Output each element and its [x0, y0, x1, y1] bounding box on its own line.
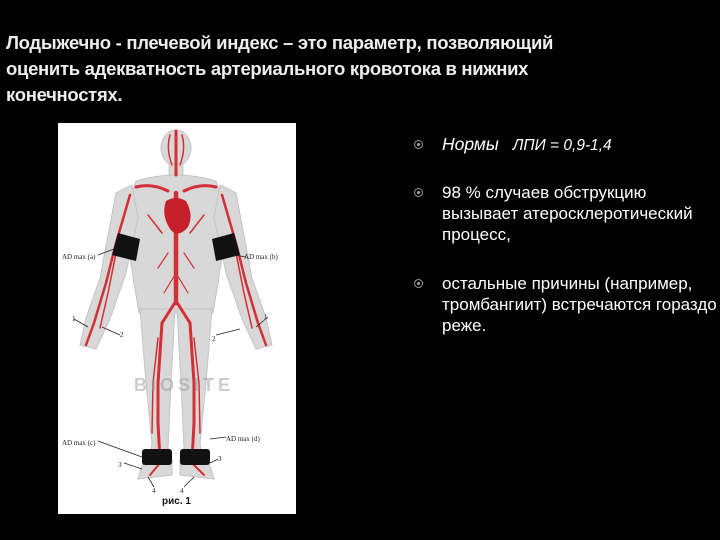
- label-ad-max-a: AD max (a): [62, 253, 96, 261]
- bullet-icon: [414, 140, 423, 149]
- label-ad-max-c: AD max (c): [62, 439, 96, 447]
- marker-2-left-arm: 2: [120, 331, 124, 339]
- marker-4-left-foot: 4: [152, 487, 156, 495]
- bullet-icon: [414, 188, 423, 197]
- norms-text: [442, 134, 717, 156]
- marker-4-right-foot: 4: [180, 487, 184, 495]
- marker-1-right-arm: 1: [264, 313, 268, 321]
- label-ad-max-b: AD max (b): [244, 253, 278, 261]
- norms-value: ЛПИ = 0,9-1,4: [512, 137, 612, 154]
- norms-label: Нормы: [442, 134, 499, 154]
- bullet-icon: [414, 279, 423, 288]
- marker-3-left-ankle: 3: [118, 461, 122, 469]
- marker-2-right-arm: 2: [212, 335, 216, 343]
- circulation-figure: [58, 123, 296, 514]
- slide-title: Лодыжечно - плечевой индекс – это параметр, позволяющий оценить адекватность артериального кровотока в нижних конечностях.: [6, 32, 554, 105]
- bullet-text: 98 % случаев обструкцию вызывает атеросклеротический процесс,: [442, 183, 693, 244]
- bullet-text: остальные причины (например, тромбангиит) встречаются гораздо реже.: [442, 274, 717, 335]
- figure-caption: рис. 1: [162, 496, 191, 507]
- body-silhouette-illustration: [58, 123, 296, 514]
- watermark: BIOSITE: [134, 375, 235, 395]
- marker-1-left-arm: 1: [72, 315, 76, 323]
- marker-3-right-ankle: 3: [218, 455, 222, 463]
- label-ad-max-d: AD max (d): [226, 435, 260, 443]
